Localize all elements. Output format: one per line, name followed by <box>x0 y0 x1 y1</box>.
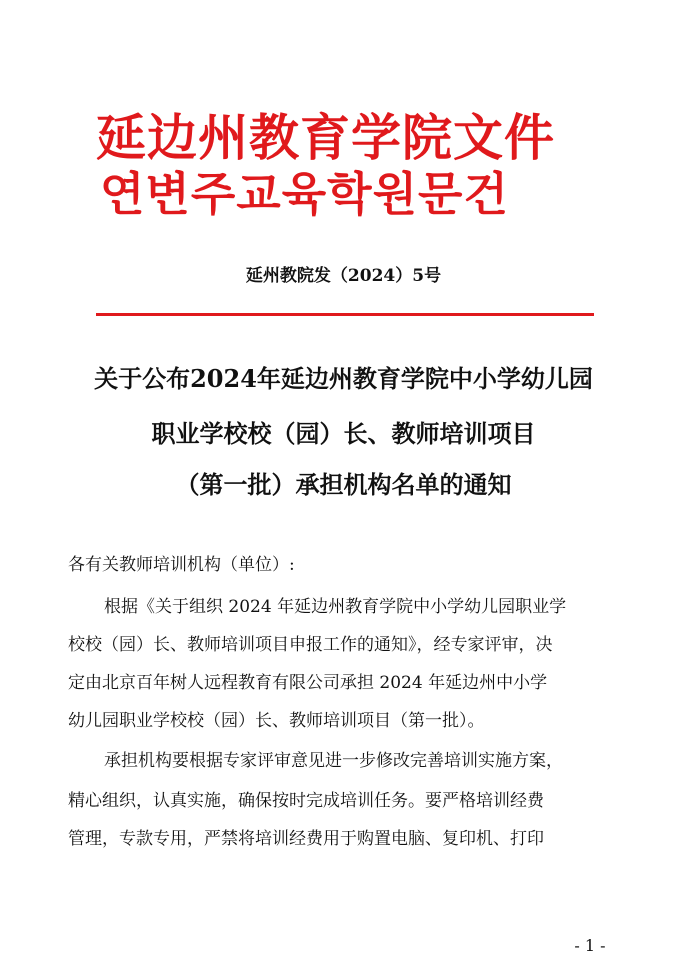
body-line-7: 管理，专款专用，严禁将培训经费用于购置电脑、复印机、打印 <box>68 829 544 849</box>
body-line-1: 根据《关于组织 2024 年延边州教育学院中小学幼儿园职业学 <box>104 597 567 617</box>
document-header-korean: 연변주교육학원문건 <box>100 167 509 221</box>
page-number: - 1 - <box>574 936 606 955</box>
document-number: 延州教院发（2024）5号 <box>245 266 442 286</box>
document-header-chinese: 延边州教育学院文件 <box>96 108 555 167</box>
body-line-4: 幼儿园职业学校校（园）长、教师培训项目（第一批）。 <box>68 711 485 731</box>
document-title-line-3: （第一批）承担机构名单的通知 <box>175 470 512 499</box>
body-line-2: 校校（园）长、教师培训项目申报工作的通知》，经专家评审，决 <box>68 635 553 655</box>
body-line-3: 定由北京百年树人远程教育有限公司承担 2024 年延边州中小学 <box>68 673 548 693</box>
body-line-6: 精心组织，认真实施，确保按时完成培训任务。要严格培训经费 <box>68 791 544 811</box>
body-line-5: 承担机构要根据专家评审意见进一步修改完善培训实施方案， <box>104 751 563 771</box>
red-divider-line <box>96 313 594 316</box>
salutation: 各有关教师培训机构（单位）: <box>68 555 295 575</box>
document-title-line-2: 职业学校校（园）长、教师培训项目 <box>151 419 536 448</box>
document-title-line-1: 关于公布2024年延边州教育学院中小学幼儿园 <box>94 364 593 393</box>
